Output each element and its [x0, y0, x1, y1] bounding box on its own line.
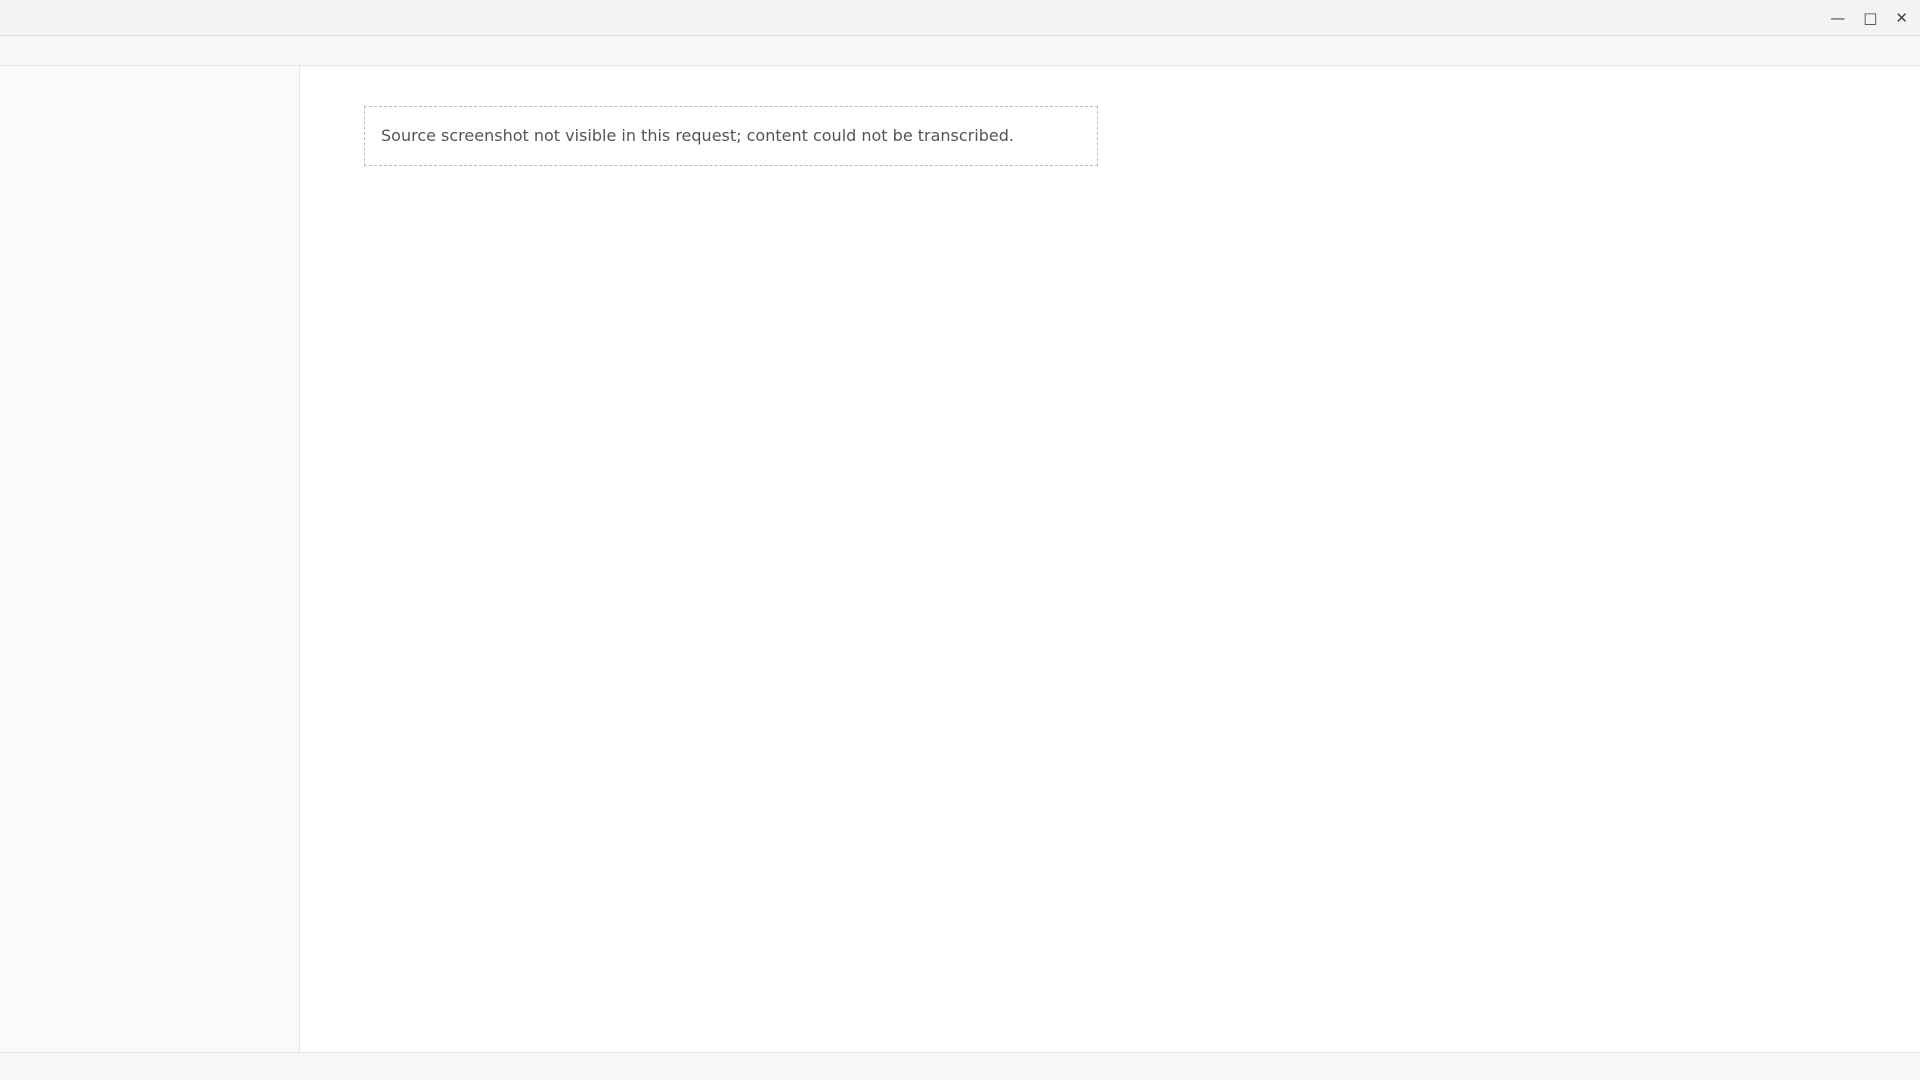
- sidebar-tabs: [16, 82, 283, 91]
- window-controls: [1830, 9, 1908, 27]
- sidebar: [0, 66, 300, 1052]
- maximize-button[interactable]: □: [1863, 8, 1878, 27]
- missing-image-notice: Source screenshot not visible in this request; content could not be transcribed.: [364, 106, 1098, 166]
- menu-bar: [0, 36, 1920, 66]
- status-bar: [0, 1052, 1920, 1080]
- close-button[interactable]: ✕: [1895, 8, 1908, 27]
- minimize-button[interactable]: —: [1830, 8, 1846, 27]
- editor-pane[interactable]: [300, 66, 1920, 1052]
- main-area: [0, 66, 1920, 1052]
- title-bar: [0, 0, 1920, 36]
